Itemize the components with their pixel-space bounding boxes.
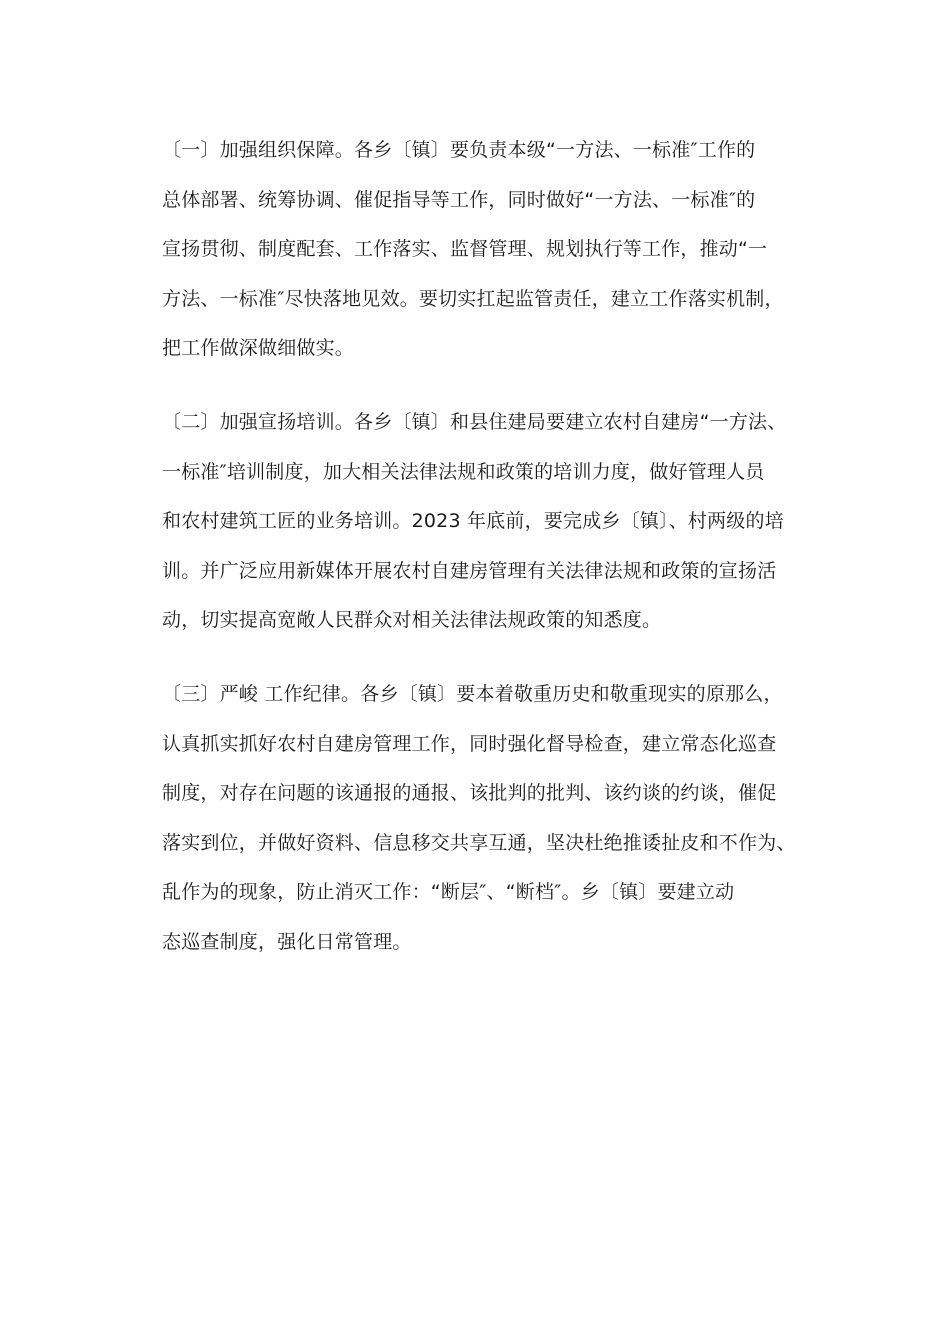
text-line: 〔三〕严峻 工作纪律。各乡〔镇〕要本着敬重历史和敬重现实的原那么， (162, 682, 783, 705)
text-line: 〔二〕加强宣扬培训。各乡〔镇〕和县住建局要建立农村自建房“一方法、 (162, 410, 787, 433)
text-line: 和农村建筑工匠的业务培训。2023 年底前，要完成乡〔镇〕、村两级的培 (162, 510, 784, 533)
text-line: 方法、一标准″尽快落地见效。要切实扛起监管责任，建立工作落实机制， (162, 287, 784, 310)
text-line: 〔一〕加强组织保障。各乡〔镇〕要负责本级“一方法、一标准″工作的 (162, 139, 756, 161)
text-line: 认真抓实抓好农村自建房管理工作，同时强化督导检查，建立常态化巡查 (162, 732, 777, 755)
text-line: 总体部署、统筹协调、催促指导等工作，同时做好“一方法、一标准″的 (162, 188, 756, 211)
text-line: 宣扬贯彻、制度配套、工作落实、监督管理、规划执行等工作，推动“一 (162, 238, 768, 261)
text-line: 态巡查制度，强化日常管理。 (162, 930, 412, 953)
text-line: 训。并广泛应用新媒体开展农村自建房管理有关法律法规和政策的宣扬活 (162, 559, 777, 582)
paragraph-work-discipline (162, 670, 796, 968)
text-line: 一标准″培训制度，加大相关法律法规和政策的培训力度，做好管理人员 (162, 460, 765, 483)
text-line: 落实到位，并做好资料、信息移交共享互通，坚决杜绝推诿扯皮和不作为、 (162, 831, 796, 854)
text-line: 把工作做深做细做实。 (162, 337, 355, 360)
paragraph-organization-guarantee (162, 126, 792, 374)
document-body (162, 126, 796, 992)
text-line: 动，切实提高宽敞人民群众对相关法律法规政策的知悉度。 (162, 609, 662, 632)
paragraph-publicity-training (162, 398, 792, 646)
text-line: 制度，对存在问题的该通报的通报、该批判的批判、该约谈的约谈，催促 (162, 782, 777, 805)
text-line: 乱作为的现象，防止消灭工作：“断层″、“断档″。乡〔镇〕要建立动 (162, 881, 735, 904)
